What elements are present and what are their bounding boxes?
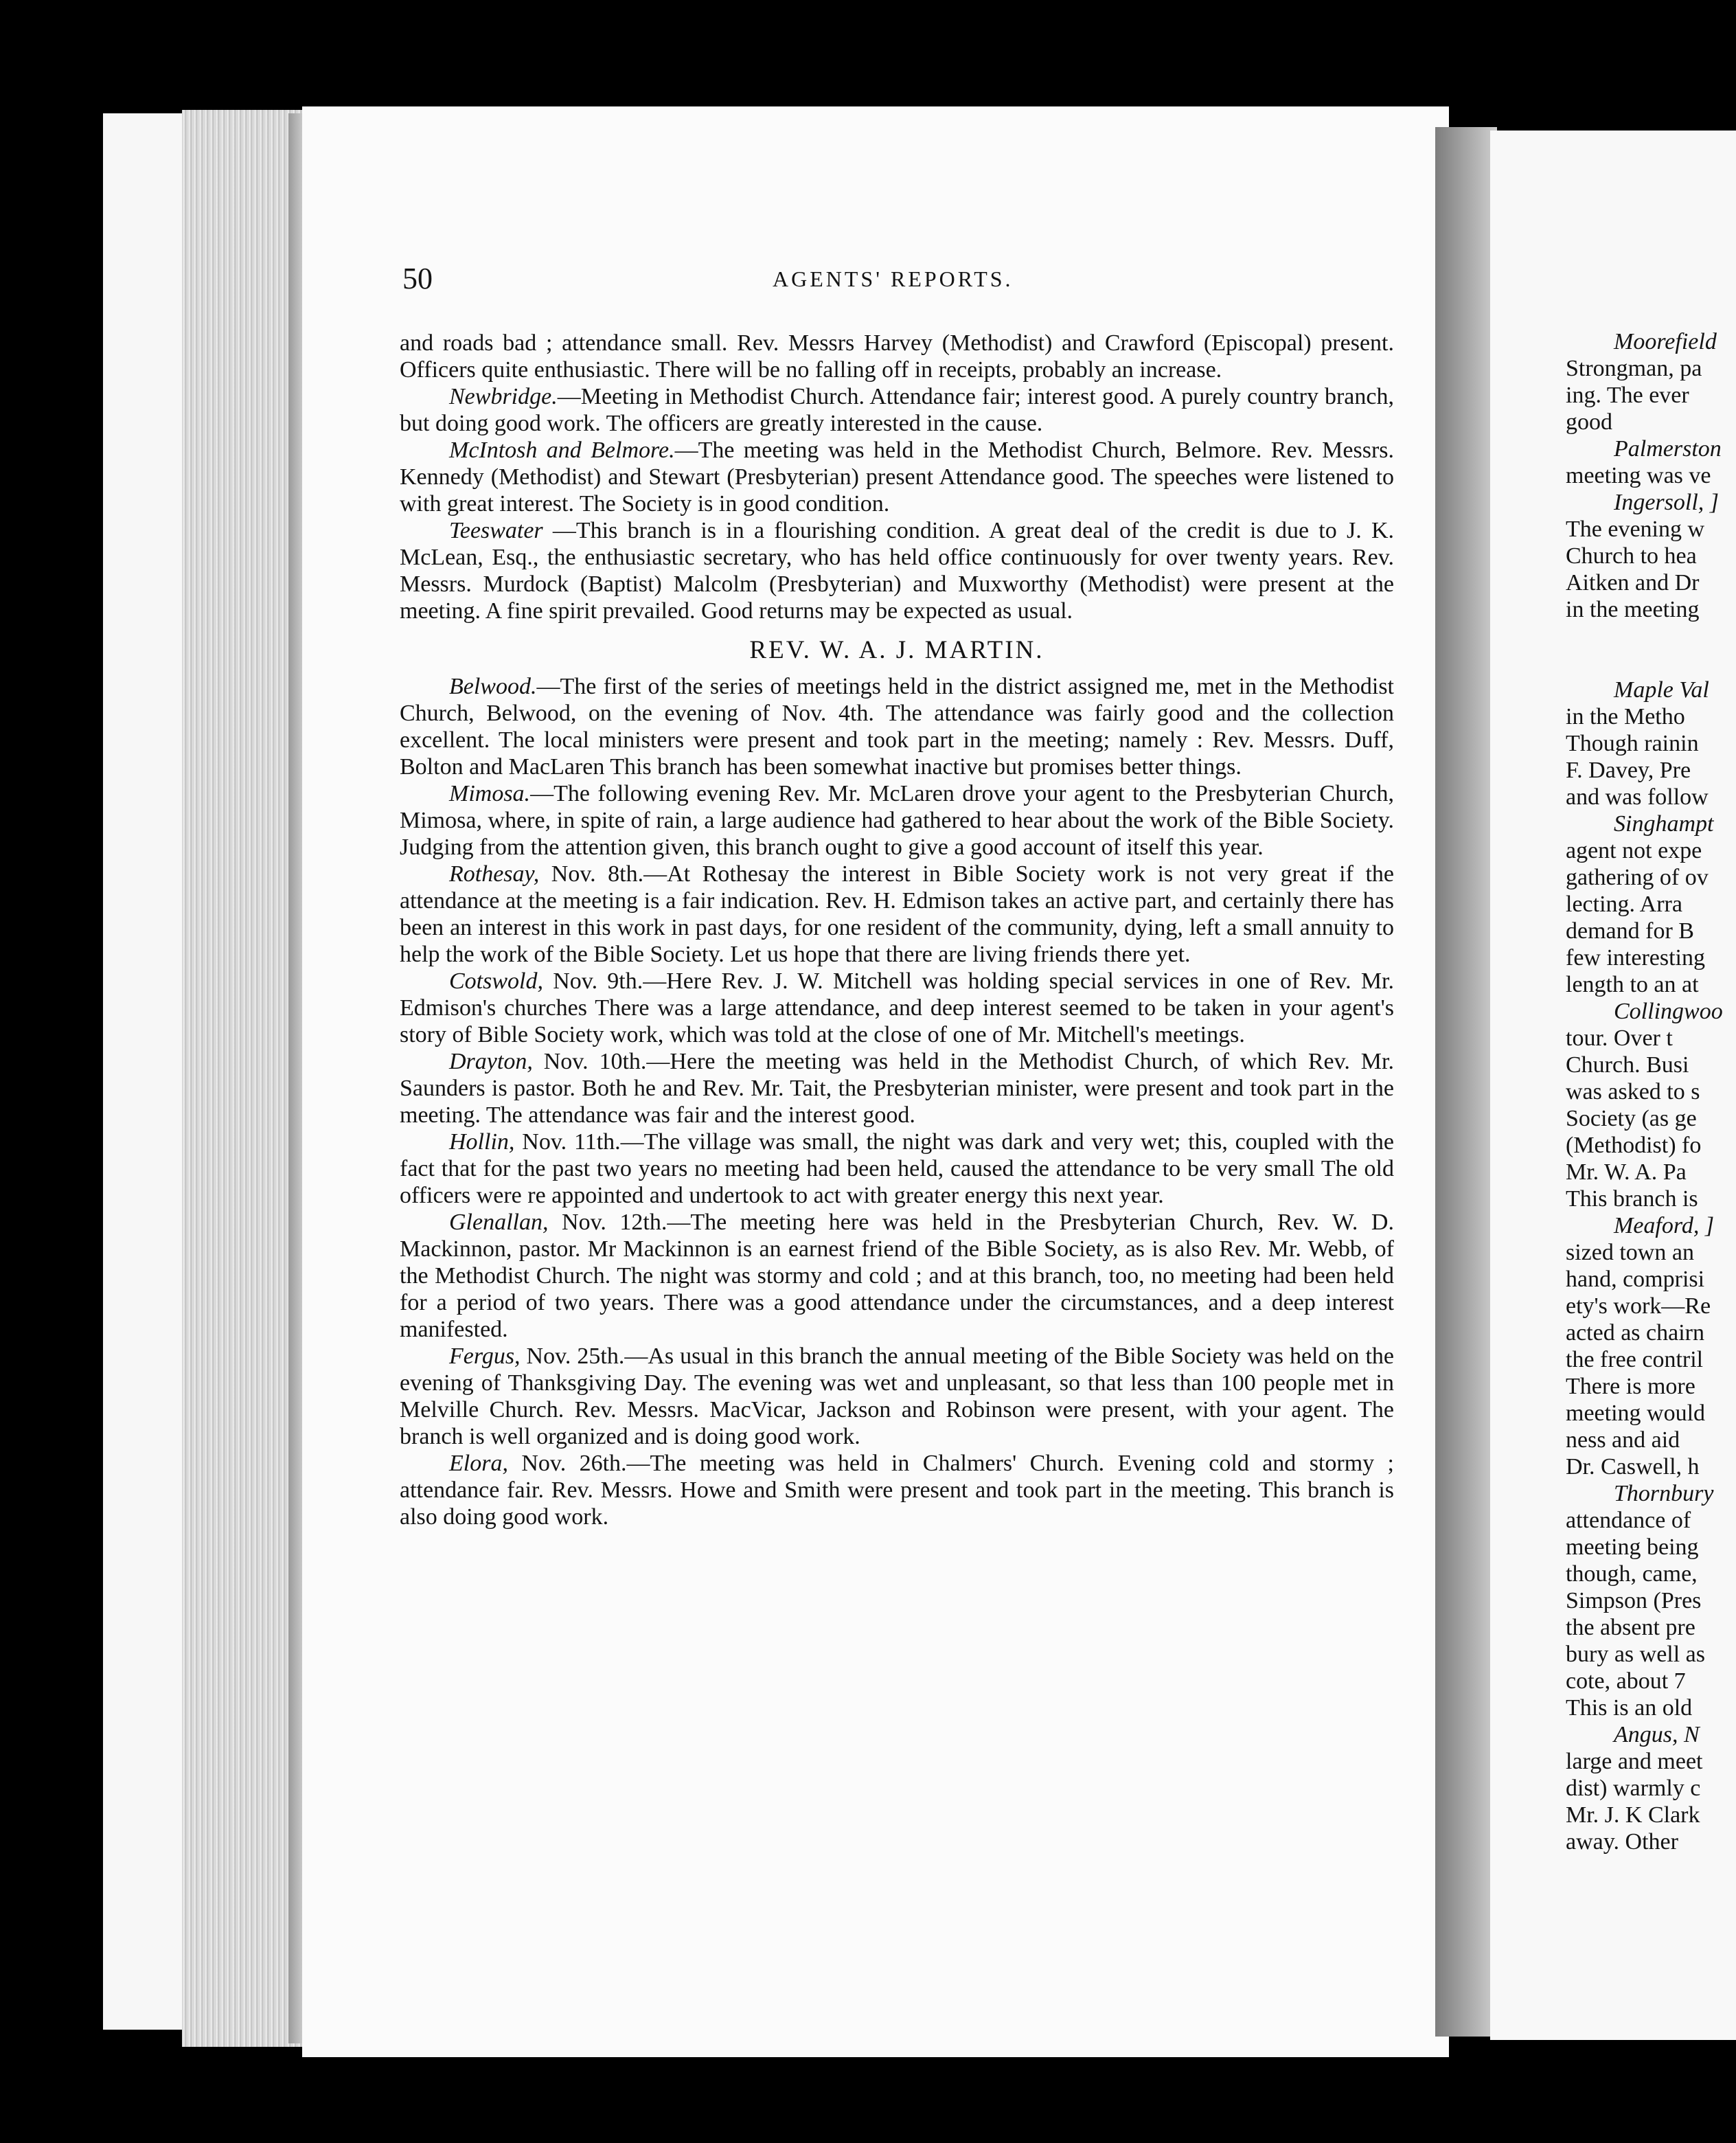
right-page-line: F. Davey, Pre [1566,758,1691,783]
right-page-line: ness and aid [1566,1427,1680,1453]
right-page-line: meeting being [1566,1534,1699,1560]
right-page-line: few interesting [1566,945,1705,971]
reports-after-heading [400,673,1394,1530]
right-page-line: Mr. W. A. Pa [1566,1159,1687,1185]
right-page-line: Church to hea [1566,543,1697,569]
report-paragraph [400,383,1394,437]
right-page-line: Singhampt [1614,811,1714,837]
right-page-line: The evening w [1566,517,1705,542]
report-text: —The meeting was held in the Methodist Church, Belmore. Rev. Messrs. Kennedy (Methodist) and Stewart (Presbyterian) present Attendance good. The speeches were listened to with great interest. The Society is in good condition. [400,438,1394,517]
report-text: Nov. 11th.—The village was small, the night was dark and very wet; this, coupled with the fact that for the past two years no meeting had been held, caused the attendance to be very small The old officers were re appointed and undertook to act with greater energy this next year. [400,1129,1394,1208]
report-paragraph [400,861,1394,968]
place-name: Belwood. [449,674,537,699]
right-page-line: acted as chairn [1566,1320,1704,1346]
right-page-line: Mr. J. K Clark [1566,1802,1700,1828]
report-paragraph [400,780,1394,861]
place-name: Rothesay, [449,861,540,887]
place-name: Drayton, [449,1049,533,1074]
right-page-line: Meaford, ] [1614,1213,1715,1238]
report-text: Nov. 26th.—The meeting was held in Chalmers' Church. Evening cold and stormy ; attendance fair. Rev. Messrs. Howe and Smith were present and took part in the meeting. This branch is also doing good work. [400,1451,1394,1530]
place-name: Teeswater [449,518,543,543]
report-paragraph [400,1129,1394,1209]
report-paragraph [400,437,1394,517]
right-page-line: Aitken and Dr [1566,570,1700,596]
right-page-line: the free contril [1566,1347,1704,1372]
place-name: Hollin, [449,1129,515,1155]
right-page-line: meeting was ve [1566,463,1711,488]
right-page-line: Thornbury [1614,1481,1714,1506]
right-page-line [1566,650,1736,677]
report-paragraph [400,1450,1394,1530]
page-number: 50 [402,262,433,295]
right-page-line: This is an old [1566,1695,1693,1721]
report-paragraph [400,1048,1394,1129]
right-page-line: Dr. Caswell, h [1566,1454,1700,1479]
right-page-line: cote, about 7 [1566,1668,1686,1694]
right-page-line: length to an at [1566,972,1699,997]
report-text: Nov. 12th.—The meeting here was held in the Presbyterian Church, Rev. W. D. Mackinnon, pastor. Mr Mackinnon is an earnest friend of the Bible Society, as is also Rev. Mr. Webb, of the Methodist Church. The night was stormy and cold ; and at this branch, too, no meeting had been held for a period of two years. There was a good attendance under the circumstances, and a deep interest manifested. [400,1210,1394,1342]
report-paragraph [400,1343,1394,1450]
right-page-line [1566,623,1736,650]
right-page-line: attendance of [1566,1508,1691,1533]
report-text: —The following evening Rev. Mr. McLaren drove your agent to the Presbyterian Church, Mimosa, where, in spite of rain, a large audience had gathered to hear about the work of the Bible Society. Judging from the attention given, this branch ought to give a good account of itself this year. [400,781,1394,860]
right-page-text [1566,328,1736,1855]
reports-before-heading [400,383,1394,624]
section-heading: REV. W. A. J. MARTIN. [749,636,1044,664]
right-page-line: Collingwoo [1614,999,1723,1024]
report-text: —The first of the series of meetings held in the district assigned me, met in the Methodist Church, Belwood, on the evening of Nov. 4th. The attendance was fairly good and the collection excellent. The local ministers were present and took part in the meeting; namely : Rev. Messrs. Duff, Bolton and MacLaren This branch has been somewhat inactive but promises better things. [400,674,1394,780]
right-page-line: Church. Busi [1566,1052,1689,1078]
right-page-line: sized town an [1566,1240,1694,1265]
right-page-line: in the meeting [1566,597,1700,622]
right-page-line: lecting. Arra [1566,892,1682,917]
place-name: Fergus, [449,1343,521,1369]
intro-paragraph: and roads bad ; attendance small. Rev. Messrs Harvey (Methodist) and Crawford (Episcopal) present. Officers quite enthusiastic. There will be no falling off in receipts, probably an increase. [400,330,1394,383]
report-text: Nov. 9th.—Here Rev. J. W. Mitchell was holding special services in one of Rev. Mr. Edmison's churches There was a large attendance, and deep interest seemed to be taken in your agent's story of Bible Society work, which was told at the close of one of Mr. Mitchell's meetings. [400,968,1394,1047]
place-name: Mimosa. [449,781,531,806]
main-text-block [400,330,1394,1530]
report-text: Nov. 8th.—At Rothesay the interest in Bible Society work is not very great if the attendance at the meeting is a fair indication. Rev. H. Edmison takes an active part, and certainly there has been an interest in this work in past days, for one resident of the community, dying, left a small annuity to help the work of the Bible Society. Let us hope that there are living friends there yet. [400,861,1394,967]
place-name: Elora, [449,1451,508,1476]
running-head: AGENTS' REPORTS. [773,267,1014,291]
report-paragraph [400,673,1394,780]
right-page-line: ety's work—Re [1566,1293,1711,1319]
right-page-line: meeting would [1566,1401,1706,1426]
right-page-line: dist) warmly c [1566,1776,1701,1801]
place-name: McIntosh and Belmore. [449,438,675,463]
right-page-line: Society (as ge [1566,1106,1697,1131]
right-page-line: bury as well as [1566,1642,1706,1667]
report-paragraph [400,1209,1394,1343]
report-text: Nov. 10th.—Here the meeting was held in the Methodist Church, of which Rev. Mr. Saunders is pastor. Both he and Rev. Mr. Tait, the Presbyterian minister, were present and took part in the meeting. The attendance was fair and the interest good. [400,1049,1394,1128]
right-page-line: good [1566,409,1612,435]
report-text: —Meeting in Methodist Church. Attendance fair; interest good. A purely country branch, but doing good work. The officers are greatly interested in the cause. [400,384,1394,436]
book-page-edges [182,110,306,2047]
report-text: Nov. 25th.—As usual in this branch the annual meeting of the Bible Society was held on the evening of Thanksgiving Day. The evening was wet and unpleasant, so that less than 100 people met in Melville Church. Rev. Messrs. MacVicar, Jackson and Robinson were present, with your agent. The branch is well organized and is doing good work. [400,1343,1394,1449]
right-page-line: (Methodist) fo [1566,1133,1702,1158]
right-page-line: tour. Over t [1566,1025,1673,1051]
right-page-line: and was follow [1566,784,1709,810]
right-page-line: gathering of ov [1566,865,1709,890]
right-page-line: the absent pre [1566,1615,1695,1640]
report-paragraph [400,517,1394,624]
right-page-line: Maple Val [1614,677,1709,703]
right-page-line: There is more [1566,1374,1695,1399]
right-page-line: Ingersoll, ] [1614,490,1719,515]
right-page-line: Strongman, pa [1566,356,1702,381]
report-paragraph [400,968,1394,1048]
right-page-line: Though rainin [1566,731,1699,756]
right-page-line: Angus, N [1614,1722,1700,1747]
place-name: Cotswold, [449,968,543,994]
gutter-shadow [1435,127,1497,2037]
report-text: —This branch is in a flourishing condition. A great deal of the credit is due to J. K. McLean, Esq., the enthusiastic secretary, who has held office continuously for over twenty years. Rev. Messrs. Murdock (Baptist) Malcolm (Presbyterian) and Muxworthy (Methodist) were present at the meeting. A fine spirit prevailed. Good returns may be expected as usual. [400,518,1394,624]
right-page-line: in the Metho [1566,704,1685,729]
right-page-line: ing. The ever [1566,383,1689,408]
right-page-line: This branch is [1566,1186,1698,1212]
right-page-line: demand for B [1566,918,1694,944]
right-page-line: Moorefield [1614,329,1717,354]
place-name: Glenallan, [449,1210,549,1235]
right-page-line: Palmerston [1614,436,1722,462]
right-page-line: hand, comprisi [1566,1267,1705,1292]
right-page-line: though, came, [1566,1561,1698,1587]
right-page-line: agent not expe [1566,838,1702,863]
right-page-line: Simpson (Pres [1566,1588,1702,1613]
right-page-line: was asked to s [1566,1079,1700,1104]
right-page-line: large and meet [1566,1749,1703,1774]
right-page-line: away. Other [1566,1829,1678,1855]
place-name: Newbridge. [449,384,558,409]
